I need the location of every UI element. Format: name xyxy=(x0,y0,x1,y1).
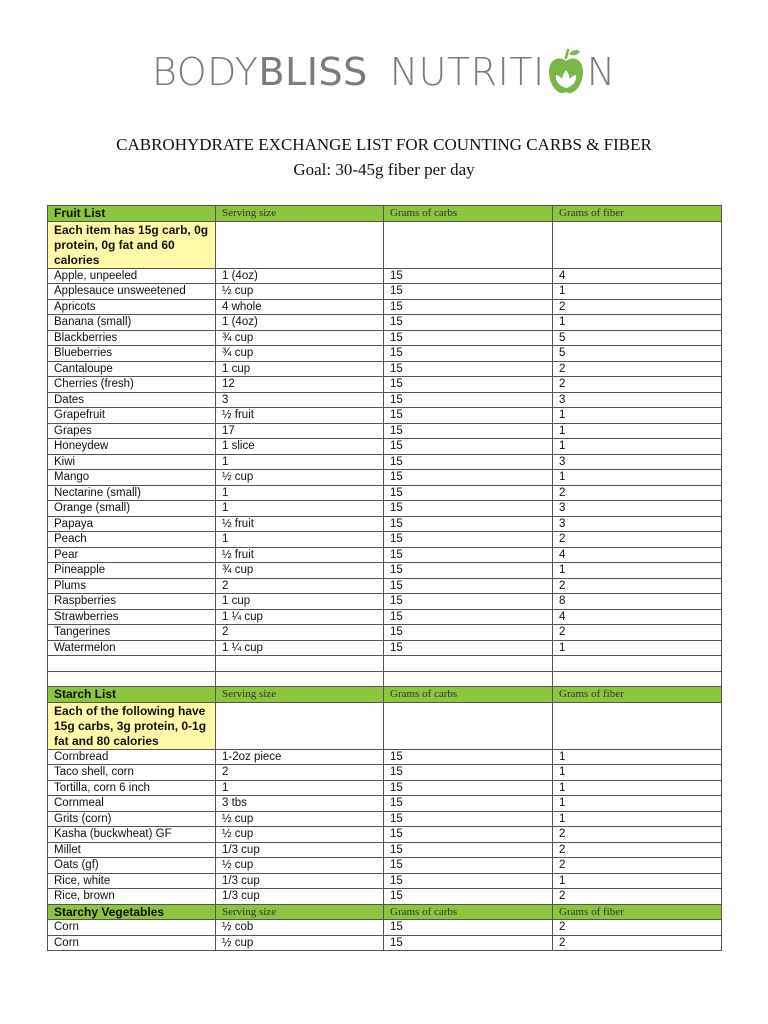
grams-carbs: 15 xyxy=(384,889,553,905)
brand-nutriti: NUTRITI xyxy=(389,50,545,94)
grams-carbs: 15 xyxy=(384,315,553,331)
brand-n: N xyxy=(586,50,616,94)
grams-carbs: 15 xyxy=(384,920,553,936)
table-row xyxy=(48,299,722,315)
grams-fiber: 1 xyxy=(553,284,722,300)
table-row xyxy=(48,625,722,641)
column-header-serving: Serving size xyxy=(216,904,384,920)
food-name: Papaya xyxy=(48,516,216,532)
food-name: Kiwi xyxy=(48,454,216,470)
grams-fiber: 3 xyxy=(553,516,722,532)
food-name: Tangerines xyxy=(48,625,216,641)
grams-fiber: 2 xyxy=(553,625,722,641)
table-row xyxy=(48,439,722,455)
grams-fiber: 2 xyxy=(553,842,722,858)
serving-size: ½ cup xyxy=(216,811,384,827)
grams-fiber: 2 xyxy=(553,578,722,594)
column-header-carbs: Grams of carbs xyxy=(384,206,553,222)
grams-carbs: 15 xyxy=(384,842,553,858)
food-name: Blueberries xyxy=(48,346,216,362)
table-row xyxy=(48,423,722,439)
food-name: Strawberries xyxy=(48,609,216,625)
empty-cell xyxy=(553,656,722,672)
table-row xyxy=(48,920,722,936)
serving-size: 1 cup xyxy=(216,361,384,377)
serving-size: ¾ cup xyxy=(216,346,384,362)
serving-size: 1-2oz piece xyxy=(216,749,384,765)
grams-carbs: 15 xyxy=(384,935,553,951)
serving-size: 1 xyxy=(216,532,384,548)
empty-cell xyxy=(384,656,553,672)
serving-size: 1/3 cup xyxy=(216,873,384,889)
grams-fiber: 1 xyxy=(553,423,722,439)
column-header-carbs: Grams of carbs xyxy=(384,904,553,920)
serving-size: 1 xyxy=(216,454,384,470)
serving-size: 1 (4oz) xyxy=(216,268,384,284)
food-name: Tortilla, corn 6 inch xyxy=(48,780,216,796)
food-name: Cantaloupe xyxy=(48,361,216,377)
serving-size: 1 (4oz) xyxy=(216,315,384,331)
starch-header-row xyxy=(48,687,722,703)
empty-cell xyxy=(216,221,384,268)
exchange-table-body xyxy=(48,206,722,951)
table-row xyxy=(48,315,722,331)
grams-carbs: 15 xyxy=(384,532,553,548)
serving-size: 1 ¼ cup xyxy=(216,640,384,656)
column-header-fiber: Grams of fiber xyxy=(553,206,722,222)
grams-fiber: 3 xyxy=(553,392,722,408)
section-note: Each of the following have 15g carbs, 3g protein, 0-1g fat and 80 calories xyxy=(48,702,216,749)
food-name: Apple, unpeeled xyxy=(48,268,216,284)
table-row xyxy=(48,640,722,656)
table-row xyxy=(48,392,722,408)
serving-size: 2 xyxy=(216,765,384,781)
table-row xyxy=(48,377,722,393)
grams-fiber: 4 xyxy=(553,609,722,625)
food-name: Banana (small) xyxy=(48,315,216,331)
grams-fiber: 2 xyxy=(553,858,722,874)
food-name: Millet xyxy=(48,842,216,858)
grams-fiber: 1 xyxy=(553,563,722,579)
grams-fiber: 2 xyxy=(553,827,722,843)
grams-fiber: 2 xyxy=(553,935,722,951)
serving-size: ½ fruit xyxy=(216,408,384,424)
table-row xyxy=(48,889,722,905)
table-row xyxy=(48,470,722,486)
grams-carbs: 15 xyxy=(384,392,553,408)
serving-size: 1 slice xyxy=(216,439,384,455)
grams-fiber: 5 xyxy=(553,330,722,346)
table-row xyxy=(48,578,722,594)
table-row xyxy=(48,609,722,625)
grams-fiber: 2 xyxy=(553,361,722,377)
grams-fiber: 2 xyxy=(553,532,722,548)
table-row xyxy=(48,749,722,765)
food-name: Orange (small) xyxy=(48,501,216,517)
grams-carbs: 15 xyxy=(384,640,553,656)
serving-size: ½ fruit xyxy=(216,547,384,563)
grams-fiber: 2 xyxy=(553,920,722,936)
serving-size: ½ cup xyxy=(216,827,384,843)
serving-size: 1 xyxy=(216,485,384,501)
table-row xyxy=(48,454,722,470)
table-row xyxy=(48,594,722,610)
table-row xyxy=(48,873,722,889)
grams-carbs: 15 xyxy=(384,299,553,315)
serving-size: 2 xyxy=(216,578,384,594)
grams-carbs: 15 xyxy=(384,330,553,346)
serving-size: ½ cup xyxy=(216,284,384,300)
grams-carbs: 15 xyxy=(384,439,553,455)
food-name: Corn xyxy=(48,935,216,951)
grams-fiber: 1 xyxy=(553,796,722,812)
grams-fiber: 1 xyxy=(553,470,722,486)
table-row xyxy=(48,780,722,796)
section-note: Each item has 15g carb, 0g protein, 0g fat and 60 calories xyxy=(48,221,216,268)
starchy-veg-header-row xyxy=(48,904,722,920)
serving-size: ¾ cup xyxy=(216,330,384,346)
grams-fiber: 1 xyxy=(553,408,722,424)
food-name: Taco shell, corn xyxy=(48,765,216,781)
grams-carbs: 15 xyxy=(384,873,553,889)
exchange-table xyxy=(47,205,722,951)
table-row xyxy=(48,501,722,517)
apple-icon xyxy=(546,48,586,96)
fruit-note-row xyxy=(48,221,722,268)
table-row xyxy=(48,268,722,284)
grams-carbs: 15 xyxy=(384,361,553,377)
serving-size: ½ fruit xyxy=(216,516,384,532)
food-name: Peach xyxy=(48,532,216,548)
grams-fiber: 2 xyxy=(553,889,722,905)
table-row xyxy=(48,532,722,548)
food-name: Rice, white xyxy=(48,873,216,889)
food-name: Honeydew xyxy=(48,439,216,455)
column-header-fiber: Grams of fiber xyxy=(553,904,722,920)
serving-size: 17 xyxy=(216,423,384,439)
table-row xyxy=(48,284,722,300)
grams-carbs: 15 xyxy=(384,811,553,827)
food-name: Watermelon xyxy=(48,640,216,656)
table-row xyxy=(48,408,722,424)
grams-fiber: 2 xyxy=(553,299,722,315)
serving-size: 3 xyxy=(216,392,384,408)
grams-carbs: 15 xyxy=(384,796,553,812)
serving-size: 1/3 cup xyxy=(216,889,384,905)
empty-cell xyxy=(216,656,384,672)
grams-fiber: 2 xyxy=(553,485,722,501)
table-row xyxy=(48,842,722,858)
grams-carbs: 15 xyxy=(384,516,553,532)
empty-cell xyxy=(216,671,384,687)
grams-fiber: 1 xyxy=(553,873,722,889)
food-name: Pineapple xyxy=(48,563,216,579)
starch-note-row xyxy=(48,702,722,749)
grams-carbs: 15 xyxy=(384,563,553,579)
grams-carbs: 15 xyxy=(384,408,553,424)
table-row xyxy=(48,827,722,843)
grams-fiber: 1 xyxy=(553,780,722,796)
table-row xyxy=(48,516,722,532)
food-name: Plums xyxy=(48,578,216,594)
grams-carbs: 15 xyxy=(384,594,553,610)
food-name: Nectarine (small) xyxy=(48,485,216,501)
grams-carbs: 15 xyxy=(384,268,553,284)
food-name: Corn xyxy=(48,920,216,936)
table-row xyxy=(48,361,722,377)
serving-size: ½ cup xyxy=(216,935,384,951)
grams-fiber: 5 xyxy=(553,346,722,362)
serving-size: 1 xyxy=(216,780,384,796)
serving-size: 1 cup xyxy=(216,594,384,610)
grams-carbs: 15 xyxy=(384,377,553,393)
table-row xyxy=(48,563,722,579)
serving-size: 2 xyxy=(216,625,384,641)
empty-cell xyxy=(553,221,722,268)
grams-fiber: 1 xyxy=(553,749,722,765)
empty-cell xyxy=(553,671,722,687)
table-row xyxy=(48,330,722,346)
grams-fiber: 3 xyxy=(553,501,722,517)
food-name: Cornmeal xyxy=(48,796,216,812)
brand-logo xyxy=(152,44,616,100)
table-row xyxy=(48,935,722,951)
grams-carbs: 15 xyxy=(384,625,553,641)
grams-fiber: 1 xyxy=(553,640,722,656)
serving-size: ½ cup xyxy=(216,470,384,486)
empty-cell xyxy=(384,221,553,268)
section-heading: Fruit List xyxy=(48,206,216,222)
food-name: Cornbread xyxy=(48,749,216,765)
grams-carbs: 15 xyxy=(384,578,553,594)
table-row xyxy=(48,485,722,501)
table-row xyxy=(48,858,722,874)
column-header-carbs: Grams of carbs xyxy=(384,687,553,703)
grams-carbs: 15 xyxy=(384,485,553,501)
grams-fiber: 1 xyxy=(553,765,722,781)
grams-carbs: 15 xyxy=(384,749,553,765)
table-row xyxy=(48,765,722,781)
serving-size: 12 xyxy=(216,377,384,393)
grams-carbs: 15 xyxy=(384,780,553,796)
grams-carbs: 15 xyxy=(384,423,553,439)
serving-size: 1 xyxy=(216,501,384,517)
grams-carbs: 15 xyxy=(384,765,553,781)
grams-carbs: 15 xyxy=(384,547,553,563)
food-name: Oats (gf) xyxy=(48,858,216,874)
food-name: Grits (corn) xyxy=(48,811,216,827)
document-title: CABROHYDRATE EXCHANGE LIST FOR COUNTING CARBS & FIBER xyxy=(116,135,652,154)
grams-fiber: 1 xyxy=(553,811,722,827)
table-row xyxy=(48,547,722,563)
food-name: Blackberries xyxy=(48,330,216,346)
food-name: Apricots xyxy=(48,299,216,315)
serving-size: 1/3 cup xyxy=(216,842,384,858)
serving-size: 1 ¼ cup xyxy=(216,609,384,625)
empty-cell xyxy=(384,671,553,687)
food-name: Dates xyxy=(48,392,216,408)
serving-size: 3 tbs xyxy=(216,796,384,812)
empty-cell xyxy=(48,671,216,687)
section-heading: Starch List xyxy=(48,687,216,703)
serving-size: ½ cob xyxy=(216,920,384,936)
food-name: Pear xyxy=(48,547,216,563)
table-row xyxy=(48,796,722,812)
grams-carbs: 15 xyxy=(384,827,553,843)
brand-bliss: BLISS xyxy=(258,50,368,94)
grams-fiber: 4 xyxy=(553,268,722,284)
document-subtitle: Goal: 30-45g fiber per day xyxy=(293,160,475,179)
table-row xyxy=(48,811,722,827)
grams-carbs: 15 xyxy=(384,501,553,517)
grams-fiber: 4 xyxy=(553,547,722,563)
food-name: Cherries (fresh) xyxy=(48,377,216,393)
grams-carbs: 15 xyxy=(384,454,553,470)
grams-carbs: 15 xyxy=(384,858,553,874)
fruit-header-row xyxy=(48,206,722,222)
empty-cell xyxy=(48,656,216,672)
grams-fiber: 2 xyxy=(553,377,722,393)
grams-carbs: 15 xyxy=(384,284,553,300)
food-name: Grapefruit xyxy=(48,408,216,424)
table-row xyxy=(48,346,722,362)
serving-size: ½ cup xyxy=(216,858,384,874)
column-header-fiber: Grams of fiber xyxy=(553,687,722,703)
column-header-serving: Serving size xyxy=(216,687,384,703)
title-block xyxy=(0,133,768,183)
section-heading: Starchy Vegetables xyxy=(48,904,216,920)
food-name: Grapes xyxy=(48,423,216,439)
grams-carbs: 15 xyxy=(384,470,553,486)
grams-fiber: 1 xyxy=(553,439,722,455)
grams-fiber: 8 xyxy=(553,594,722,610)
food-name: Mango xyxy=(48,470,216,486)
serving-size: ¾ cup xyxy=(216,563,384,579)
grams-fiber: 3 xyxy=(553,454,722,470)
food-name: Raspberries xyxy=(48,594,216,610)
empty-cell xyxy=(384,702,553,749)
food-name: Kasha (buckwheat) GF xyxy=(48,827,216,843)
grams-carbs: 15 xyxy=(384,609,553,625)
empty-cell xyxy=(216,702,384,749)
food-name: Applesauce unsweetened xyxy=(48,284,216,300)
serving-size: 4 whole xyxy=(216,299,384,315)
empty-cell xyxy=(553,702,722,749)
blank-row xyxy=(48,656,722,672)
column-header-serving: Serving size xyxy=(216,206,384,222)
grams-fiber: 1 xyxy=(553,315,722,331)
grams-carbs: 15 xyxy=(384,346,553,362)
brand-body: BODY xyxy=(152,50,259,94)
food-name: Rice, brown xyxy=(48,889,216,905)
blank-row xyxy=(48,671,722,687)
